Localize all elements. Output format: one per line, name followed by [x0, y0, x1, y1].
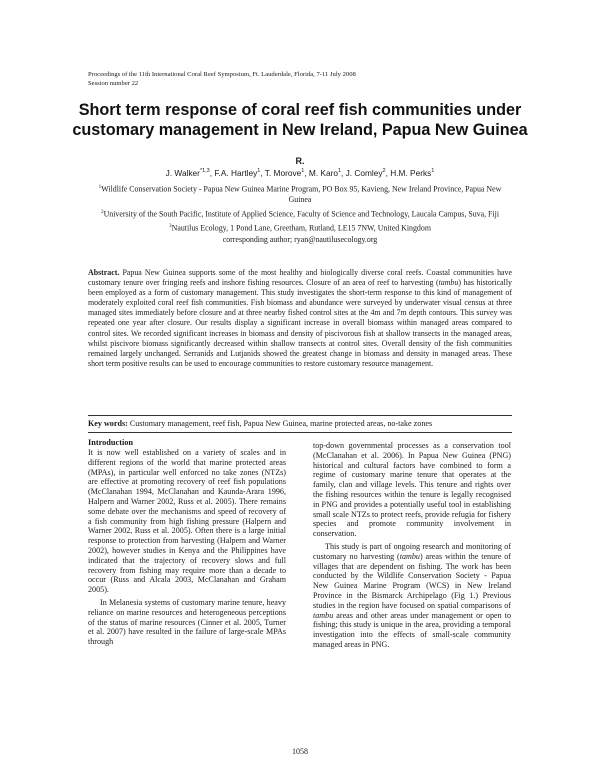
affiliation-1: [95, 182, 505, 206]
author-affiliation-mark: 2: [382, 168, 386, 174]
abstract-tambu: tambu: [438, 278, 459, 288]
introduction-heading: Introduction: [88, 438, 134, 447]
intro-paragraph-1: It is now well established on a variety of scales and in different regions of the world that marine protected areas (MPAs), in particular well enforced no take zones (NTZs) are effective at promoting recovery of reef fish populations (McClanahan 1994, McClanahan and Kaunda-Arara 1996, Halpern and Warner 2002, Russ et al. 2005). There remains some debate over the mechanisms and speed of recovery of a fish community from high fishing pressure (Halpern and Warner 2002, Russ et al. 2005). Often there is a large initial response to protection from harvesting (Halpern and Warner 2002), however studies in Kenya and the Philippines have indicated that the trajectory of recovery slows and full recovery from fishing may require more than a decade to occur (Russ and Alcala 2003, McClanahan and Graham 2005).: [88, 448, 286, 595]
right-paragraph-2: [313, 542, 511, 650]
right-column: [313, 441, 511, 650]
affiliation-number: 1: [98, 184, 102, 190]
right-text-c: areas and other areas under management or open to fishing; this study is unique in the area, providing a temporal investigation into the effects of small-scale community managed areas in PNG.: [313, 610, 511, 649]
affiliation-text: Wildlife Conservation Society - Papua New Guinea Marine Program, PO Box 95, Kavieng, New Ireland Province, Papua New Guinea: [101, 184, 502, 205]
affiliation-text: Nautilus Ecology, 1 Pond Lane, Greetham, Rutland, LE15 7NW, United Kingdom: [171, 223, 431, 233]
right-paragraph-1: top-down governmental processes as a conservation tool (McClanahan et al. 2006). In Papua New Guinea (PNG) historical and cultural factors have combined to form a regime of customary marine tenure that operates at the family, clan and village levels. This tenure and rights over the fishing resources within the tenure is legally recognised in PNG and provides a potentially useful tool in establishing small scale NTZs to protect reefs, provide refugia for fishery species and promote community involvement in conservation.: [313, 441, 511, 539]
keywords-top-rule: [88, 415, 512, 416]
abstract: [88, 268, 512, 369]
author-names: J. Walker$^{*1,3}$, F.A. Hartley$^1$, T. Morove$^1$, M. Karo$^1$, J. Comley$^2$, H.M. Perks$^1$: [165, 167, 435, 178]
paper-title: Short term response of coral reef fish communities under customary management in New Ireland, Papua New Guinea: [72, 101, 528, 139]
author-affiliation-mark: 1: [337, 168, 342, 174]
affiliation-number: 2: [100, 208, 104, 215]
author-affiliation-mark: *1,3: [199, 168, 210, 174]
right-tambu-1: tambu: [399, 551, 420, 561]
author-r-mark: R.: [295, 156, 305, 166]
keywords: [88, 419, 512, 429]
affiliation-text: University of the South Pacific, Institute of Applied Science, Faculty of Science and Technology, Laucala Campus, Suva, Fiji: [103, 209, 500, 219]
author-name: F.A. Hartley: [214, 167, 258, 178]
proceedings-header: [88, 71, 528, 88]
corresponding-author: corresponding author; ryan@nautilusecology.org: [222, 234, 378, 244]
author-list: [80, 157, 520, 179]
keywords-text: Customary management, reef fish, Papua New Guinea, marine protected areas, no-take zones: [129, 419, 433, 428]
author-name: J. Walker: [165, 167, 200, 178]
abstract-label: Abstract.: [88, 268, 120, 277]
author-name: J. Comley: [345, 167, 383, 178]
author-name: M. Karo: [308, 167, 338, 178]
page-number: 1058: [292, 747, 308, 756]
author-affiliation-mark: 1: [431, 168, 435, 174]
right-text-a: This study is part of ongoing research and monitoring of customary no harvesting (: [313, 541, 511, 561]
proceedings-line: Proceedings of the 11th International Coral Reef Symposium, Ft. Lauderdale, Florida, 7-11 July 2008: [88, 71, 356, 78]
left-column: [88, 438, 286, 647]
keywords-bottom-rule: [88, 432, 512, 433]
affiliation-2: [95, 207, 505, 220]
abstract-text-2: ) has historically been employed as a form of customary management. This study investigates the short-term response to this kind of management of moderately exploited coral reef fish communities. Fish biomass and abundance were surveyed by underwater visual census at three managed sites immediately before closure and at three nearby fished control sites at the 4m and 7m depth contours. This survey was repeated one year after closure. Our results display a significant increase in overall biomass within managed areas compared to control sites. We recorded significant increases in biomass and density of piscivorous fish at shallow transects in the managed areas, whilst piscivore biomass significantly decreased within shallow transects at control sites. Overall density of the fish communities remained largely unchanged. Serranids and Lutjanids showed the greatest change in biomass and density in managed areas. These short term positive results can be used to encourage communities to restore customary resource management.: [88, 278, 513, 368]
right-text-b: ) areas within the tenure of villages that are dependent on fishing. The work has been conducted by the Wildlife Conservation Society - Papua New Guinea Marine Program (WCS) in New Ireland Province in the Bismarck Archipelago (Fig 1.) Previous studies in the region have focused on spatial comparisons of: [313, 551, 511, 610]
affiliation-number: 3: [169, 222, 172, 229]
affiliations: [95, 182, 505, 246]
author-affiliation-mark: 1: [301, 168, 305, 174]
author-affiliation-mark: 1: [257, 168, 261, 174]
keywords-label: Key words:: [88, 419, 128, 428]
right-tambu-2: tambu: [313, 610, 334, 620]
author-name: H.M. Perks: [390, 167, 432, 178]
affiliation-3: [95, 221, 505, 234]
session-line: Session number 22: [88, 79, 139, 87]
abstract-text-1: Papua New Guinea supports some of the most healthy and biologically diverse coral reefs. Coastal communities have customary tenure over fringing reefs and inshore fishing resources. Closure of an area of reef to harvesting (: [88, 268, 512, 288]
intro-paragraph-2: In Melanesia systems of customary marine tenure, heavy reliance on marine resources and heterogeneous perceptions of the status of marine resources (Cinner et al. 2005, Turner et al. 2007) have resulted in the failure of large-scale MPAs through: [88, 597, 286, 647]
author-name: T. Morove: [264, 167, 302, 178]
